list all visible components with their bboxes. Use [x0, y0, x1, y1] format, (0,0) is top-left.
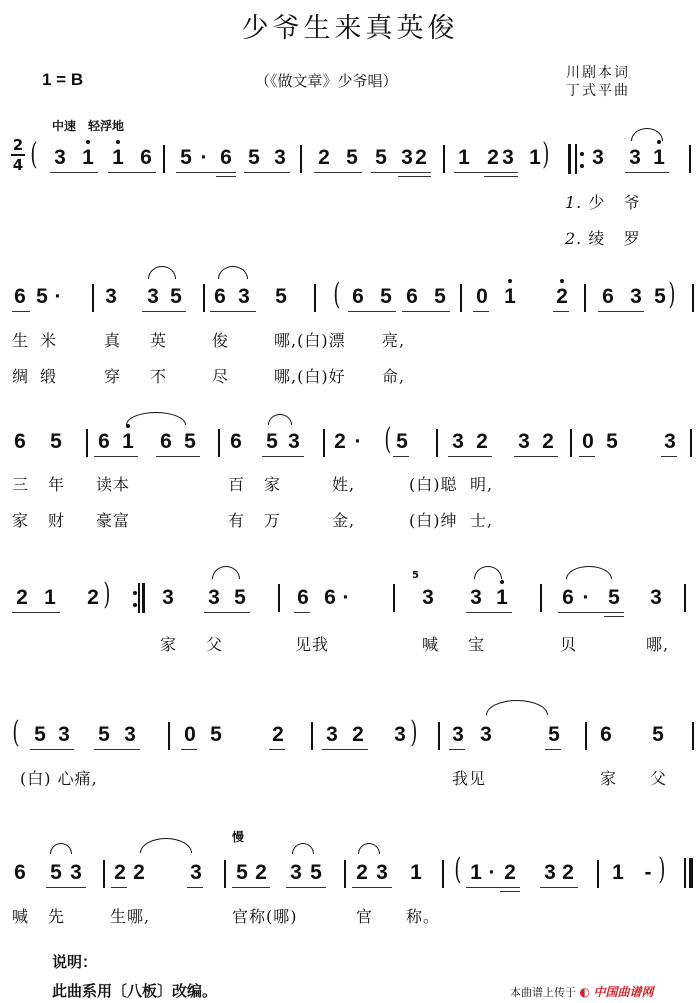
slur: [268, 414, 292, 425]
barline: [436, 429, 438, 457]
repeat-dot: [133, 591, 137, 595]
barline: [218, 429, 220, 457]
note: 3: [54, 146, 66, 169]
underline: [604, 616, 624, 617]
note-high: 1: [494, 586, 510, 610]
underline: [94, 456, 138, 457]
note: 2: [272, 723, 284, 746]
note: 2: [356, 861, 368, 884]
slur: [148, 266, 176, 279]
note: 3: [630, 285, 642, 308]
note: 6: [297, 586, 309, 609]
note: 5: [234, 586, 246, 609]
note: 1: [612, 861, 624, 884]
underline: [142, 311, 186, 312]
open-paren: (: [384, 422, 392, 457]
barline: [584, 284, 586, 312]
time-sig-bottom: 4: [12, 156, 24, 174]
note: 5: [34, 723, 46, 746]
underline: [545, 749, 561, 750]
underline: [94, 749, 140, 750]
note: 3: [290, 861, 302, 884]
underline: [294, 612, 310, 613]
note: 2: [16, 586, 28, 609]
key-signature: 1 = B: [42, 70, 84, 89]
underline: [30, 749, 74, 750]
underline: [661, 456, 677, 457]
underline: [484, 176, 518, 177]
time-sig-top: 2: [12, 136, 24, 154]
barline: [311, 722, 313, 750]
underline: [348, 311, 396, 312]
note: 3: [288, 430, 300, 453]
repeat-dot: [133, 603, 137, 607]
underline: [598, 311, 644, 312]
tempo-slow-mark: 慢: [232, 830, 245, 844]
note: 5: [434, 285, 446, 308]
barline: [278, 584, 280, 612]
note: 5: [310, 861, 322, 884]
repeat-end-thick: [142, 583, 145, 613]
note: 3: [58, 723, 70, 746]
dot: ·: [342, 586, 350, 609]
lyrics-verse2-row1: 2. 绫 罗: [565, 229, 641, 248]
barline: [692, 284, 694, 312]
open-paren: (: [12, 715, 20, 750]
underline: [473, 311, 489, 312]
note: 3: [105, 285, 117, 308]
note: 3: [422, 586, 434, 609]
final-bar-thick: [689, 858, 693, 888]
note: 6: [562, 586, 574, 609]
underline: [314, 172, 362, 173]
barline: [460, 284, 462, 312]
open-paren: (: [333, 277, 341, 312]
note: 0: [184, 723, 196, 746]
barline: [597, 860, 599, 888]
note: 3: [470, 586, 482, 609]
watermark-site[interactable]: 中国曲谱网: [593, 985, 654, 999]
note: 3: [394, 723, 406, 746]
slur: [358, 843, 380, 854]
slur: [50, 843, 72, 854]
slur: [126, 412, 186, 425]
underline: [371, 172, 431, 173]
close-paren: ): [668, 277, 676, 312]
slur: [486, 700, 548, 715]
watermark-prefix: 本曲谱上传于: [510, 986, 576, 999]
underline: [449, 749, 465, 750]
note-high: 1: [502, 285, 518, 309]
barline: [692, 722, 694, 750]
note: 3: [376, 861, 388, 884]
note: 6: [214, 285, 226, 308]
note: 6: [160, 430, 172, 453]
time-signature: [10, 136, 26, 174]
note: 3: [190, 861, 202, 884]
note: 2: [352, 723, 364, 746]
underline: [500, 891, 520, 892]
lyricist-credit: 川剧本词: [566, 65, 630, 81]
note: 3: [124, 723, 136, 746]
underline: [514, 456, 558, 457]
note: 2: [334, 430, 346, 453]
underline: [244, 172, 290, 173]
repeat-start-thick: [568, 144, 571, 174]
close-paren: ): [658, 852, 666, 887]
note: 3: [650, 586, 662, 609]
tempo-marking: 中速 轻浮地: [52, 119, 125, 133]
note: 5: [608, 586, 620, 609]
underline: [216, 176, 236, 177]
note: 5: [652, 723, 664, 746]
barline: [585, 722, 587, 750]
note: 3: [502, 146, 514, 169]
dot: ·: [54, 285, 62, 308]
note: 2: [487, 146, 499, 169]
note-high: 2: [554, 285, 570, 309]
underline: [187, 887, 203, 888]
note: 5: [380, 285, 392, 308]
note: 3: [208, 586, 220, 609]
note: 2: [133, 861, 145, 884]
dot: ·: [488, 861, 496, 884]
note: 2: [542, 430, 554, 453]
underline: [540, 887, 578, 888]
barline: [442, 860, 444, 888]
note: 5: [248, 146, 260, 169]
repeat-dot: [580, 152, 584, 156]
note: 3: [629, 146, 641, 169]
note: 1: [458, 146, 470, 169]
underline: [448, 456, 492, 457]
slur: [631, 128, 663, 141]
underline: [232, 887, 270, 888]
note: 6: [602, 285, 614, 308]
note: 1: [529, 146, 541, 169]
barline: [540, 584, 542, 612]
note: 6: [140, 146, 152, 169]
note: 5: [50, 861, 62, 884]
note: 3: [274, 146, 286, 169]
note: 3: [544, 861, 556, 884]
note-high: 1: [120, 430, 136, 454]
underline: [46, 887, 86, 888]
underline: [12, 612, 60, 613]
repeat-start-thin: [575, 144, 577, 174]
slur: [218, 266, 248, 279]
note: 1: [410, 861, 422, 884]
note: 3: [592, 146, 604, 169]
note: 2: [476, 430, 488, 453]
underline: [269, 749, 285, 750]
note: 3: [238, 285, 250, 308]
underline: [108, 172, 156, 173]
note: 3: [452, 430, 464, 453]
note: 6: [220, 146, 232, 169]
underline: [579, 456, 595, 457]
barline: [103, 860, 105, 888]
note: 0: [582, 430, 594, 453]
underline: [558, 612, 624, 613]
note: 5: [236, 861, 248, 884]
repeat-end-thin: [138, 583, 140, 613]
final-bar-thin: [684, 858, 686, 888]
note-high: 1: [651, 146, 667, 170]
barline: [570, 429, 572, 457]
open-paren: (: [454, 852, 462, 887]
underline: [352, 887, 392, 888]
note: 5: [36, 285, 48, 308]
close-paren: ): [410, 715, 418, 750]
note: 6: [14, 430, 26, 453]
watermark: [510, 983, 654, 1000]
song-subtitle: （《做文章》少爷唱）: [255, 72, 398, 90]
barline: [690, 429, 692, 457]
slur: [140, 838, 192, 853]
note: 3: [452, 723, 464, 746]
note: 5: [606, 430, 618, 453]
note: 6: [14, 285, 26, 308]
underline: [204, 612, 250, 613]
note: 3: [518, 430, 530, 453]
note: 3: [664, 430, 676, 453]
note: 3: [147, 285, 159, 308]
note: 5: [180, 146, 192, 169]
note: 2: [415, 146, 427, 169]
note: 6: [98, 430, 110, 453]
slur: [292, 843, 314, 854]
repeat-dot: [580, 164, 584, 168]
note: 3: [70, 861, 82, 884]
note: 5: [184, 430, 196, 453]
underline: [466, 887, 520, 888]
underline: [393, 456, 409, 457]
underline: [111, 887, 127, 888]
note: 2: [504, 861, 516, 884]
underline: [176, 172, 236, 173]
barline: [684, 584, 686, 612]
note: 6: [352, 285, 364, 308]
close-paren: ): [542, 137, 550, 172]
explanation-text: 此曲系用〔八板〕改编。: [52, 982, 218, 1000]
underline: [322, 749, 368, 750]
barline: [443, 145, 445, 173]
dot: ·: [582, 586, 590, 609]
barline: [168, 722, 170, 750]
note: 3: [401, 146, 413, 169]
dot: ·: [354, 430, 362, 453]
underline: [466, 612, 512, 613]
close-paren: ): [103, 577, 111, 612]
note: 5: [50, 430, 62, 453]
note: 3: [162, 586, 174, 609]
underline: [12, 311, 30, 312]
underline: [402, 311, 450, 312]
note: 2: [318, 146, 330, 169]
note: 3: [480, 723, 492, 746]
note: 6: [14, 861, 26, 884]
note: 3: [326, 723, 338, 746]
lyrics-verse1-row1: 1. 少 爷: [565, 193, 641, 212]
explanation-title: 说明：: [52, 953, 98, 971]
slur: [212, 566, 240, 579]
barline: [92, 284, 94, 312]
barline: [86, 429, 88, 457]
open-paren: (: [30, 137, 38, 172]
song-title: 少爷生来真英俊: [241, 13, 459, 44]
barline: [393, 584, 395, 612]
underline: [262, 456, 304, 457]
underline: [625, 172, 669, 173]
note: 5: [98, 723, 110, 746]
underline: [286, 887, 326, 888]
note: 2: [562, 861, 574, 884]
underline: [398, 176, 431, 177]
barline: [224, 860, 226, 888]
note: 5: [548, 723, 560, 746]
barline: [203, 284, 205, 312]
slur: [474, 566, 502, 579]
barline: [344, 860, 346, 888]
barline: [314, 284, 316, 312]
barline: [163, 145, 165, 173]
underline: [210, 311, 256, 312]
note: 5: [170, 285, 182, 308]
underline: [181, 749, 197, 750]
note: 6: [600, 723, 612, 746]
note: 5: [396, 430, 408, 453]
note-high: 1: [110, 146, 126, 170]
note: 2: [87, 586, 99, 609]
composer-credit: 丁式平曲: [566, 83, 630, 99]
note: 1: [44, 586, 56, 609]
note: 5: [346, 146, 358, 169]
note: 0: [476, 285, 488, 308]
note: 5: [654, 285, 666, 308]
grace-note: 5: [412, 570, 419, 581]
dash: -: [644, 861, 652, 884]
underline: [50, 172, 98, 173]
note: 5: [275, 285, 287, 308]
note: 2: [255, 861, 267, 884]
note: 5: [210, 723, 222, 746]
note: 1: [470, 861, 482, 884]
underline: [553, 311, 569, 312]
barline: [689, 145, 691, 173]
note: 6: [406, 285, 418, 308]
barline: [438, 722, 440, 750]
dot: ·: [200, 146, 208, 169]
underline: [156, 456, 200, 457]
note: 2: [114, 861, 126, 884]
note: 5: [266, 430, 278, 453]
barline: [300, 145, 302, 173]
note: 5: [375, 146, 387, 169]
note: 6: [324, 586, 336, 609]
site-logo-icon: ◐: [579, 985, 590, 999]
note-high: 1: [80, 146, 96, 170]
underline: [454, 172, 518, 173]
slur: [566, 566, 612, 579]
barline: [323, 429, 325, 457]
note: 6: [230, 430, 242, 453]
